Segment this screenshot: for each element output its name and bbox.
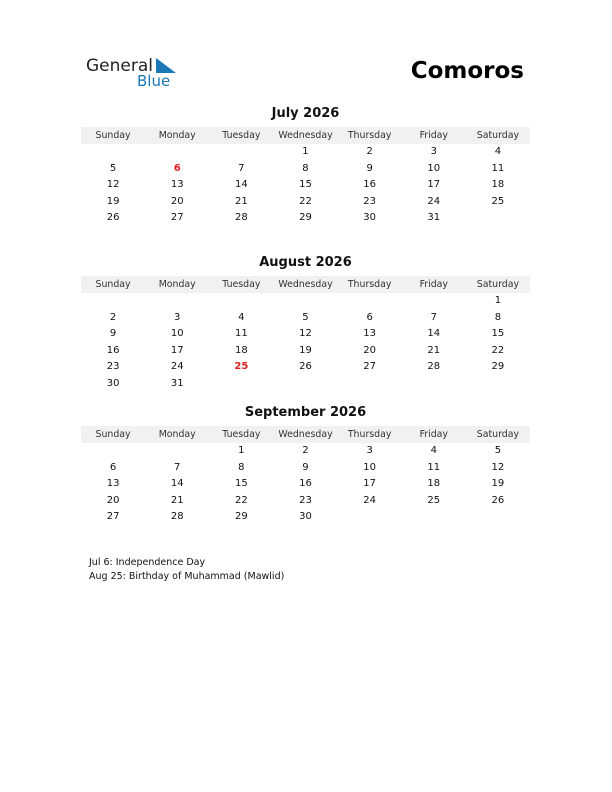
weekday-label: Monday [158,130,196,141]
month-calendar [81,405,530,526]
day-cell: 27 [106,511,120,523]
day-cell: 18 [234,344,248,356]
day-cell: 31 [427,212,441,224]
day-cell: 3 [174,311,181,323]
day-cell: 7 [238,162,245,174]
day-cell: 29 [299,212,312,224]
day-cell: 8 [238,461,245,473]
day-cell: 14 [427,328,441,340]
day-cell: 2 [109,311,117,323]
day-cell: 13 [106,478,120,490]
month-grid [81,443,530,526]
day-cell: 21 [234,195,248,207]
day-cell: 23 [299,494,312,506]
day-cell: 3 [366,445,373,456]
day-cell: 6 [366,311,373,323]
day-cell: 11 [427,461,441,473]
week-row [81,509,530,526]
day-cell: 6 [109,461,117,473]
day-cell: 8 [494,311,502,323]
empty-day-cell [81,443,145,460]
day-cell: 27 [170,212,184,224]
weekday-label: Sunday [95,279,131,290]
day-cell: 24 [363,494,376,506]
week-row [81,293,530,310]
day-cell: 4 [430,445,437,456]
holiday-note: Aug 25: Birthday of Muhammad (Mawlid) [89,571,285,582]
week-row [81,326,530,343]
day-cell: 4 [494,146,502,157]
empty-day-cell [466,509,530,526]
month-title: August 2026 [259,255,352,270]
holiday-day-cell: 6 [173,162,181,174]
empty-day-cell [338,509,402,526]
week-row [81,144,530,161]
day-cell: 12 [106,179,120,191]
weekday-label: Monday [158,429,196,440]
weekday-header [81,276,530,293]
weekday-label: Sunday [95,130,131,141]
day-cell: 30 [106,377,120,389]
weekday-header [81,127,530,144]
day-cell: 13 [363,328,376,340]
day-cell: 13 [170,179,184,191]
day-cell: 30 [363,212,376,224]
day-cell: 12 [299,328,312,340]
week-row [81,310,530,327]
holiday-day-cell: 25 [234,361,249,373]
month-grid [81,293,530,393]
weekday-label: Tuesday [222,429,261,440]
empty-day-cell [145,293,209,310]
day-cell: 10 [170,328,184,340]
weekday-label: Saturday [476,279,520,290]
day-cell: 1 [494,295,502,306]
day-cell: 15 [299,179,312,191]
day-cell: 17 [427,179,441,191]
day-cell: 31 [170,377,184,389]
week-row [81,476,530,493]
empty-day-cell [209,144,273,161]
day-cell: 23 [106,361,120,373]
day-cell: 14 [170,478,184,490]
day-cell: 1 [238,445,245,456]
empty-day-cell [81,144,145,161]
day-cell: 11 [234,328,248,340]
day-cell: 5 [109,162,117,174]
week-row [81,376,530,393]
weekday-label: Thursday [347,279,392,290]
weekday-label: Friday [419,130,448,141]
day-cell: 19 [491,478,505,490]
day-cell: 19 [106,195,120,207]
week-row [81,161,530,178]
week-row [81,177,530,194]
empty-day-cell [338,293,402,310]
day-cell: 17 [170,344,184,356]
empty-day-cell [338,376,402,393]
day-cell: 10 [363,461,376,473]
day-cell: 19 [299,344,312,356]
day-cell: 8 [302,162,309,174]
day-cell: 14 [234,179,248,191]
week-row [81,443,530,460]
day-cell: 1 [302,146,309,157]
weekday-label: Tuesday [222,130,261,141]
weekday-label: Wednesday [278,130,333,141]
day-cell: 2 [366,146,373,157]
day-cell: 26 [106,212,120,224]
weekday-label: Monday [158,279,196,290]
weekday-header [81,426,530,443]
logo-blue-text: Blue [137,72,171,90]
day-cell: 10 [427,162,441,174]
logo [86,56,186,92]
empty-day-cell [209,293,273,310]
empty-day-cell [402,293,466,310]
day-cell: 4 [238,311,245,323]
weekday-label: Saturday [476,429,520,440]
weekday-label: Saturday [476,130,520,141]
month-title: September 2026 [244,405,367,420]
empty-day-cell [81,293,145,310]
day-cell: 21 [427,344,441,356]
day-cell: 20 [170,195,184,207]
empty-day-cell [273,376,337,393]
day-cell: 23 [363,195,376,207]
day-cell: 22 [234,494,248,506]
day-cell: 28 [427,361,441,373]
empty-day-cell [466,210,530,227]
logo-general-text: General [86,56,153,76]
empty-day-cell [145,443,209,460]
day-cell: 25 [427,494,441,506]
day-cell: 7 [430,311,437,323]
day-cell: 9 [366,162,373,174]
day-cell: 27 [363,361,376,373]
day-cell: 16 [106,344,120,356]
day-cell: 22 [299,195,312,207]
day-cell: 16 [299,478,312,490]
weekday-label: Wednesday [278,429,333,440]
day-cell: 28 [170,511,184,523]
month-calendar [81,106,530,227]
week-row [81,460,530,477]
country-title: Comoros [410,58,524,84]
holiday-note: Jul 6: Independence Day [89,557,206,568]
day-cell: 26 [299,361,312,373]
day-cell: 30 [299,511,312,523]
week-row [81,194,530,211]
day-cell: 16 [363,179,376,191]
holiday-notes [89,556,284,584]
day-cell: 18 [427,478,441,490]
day-cell: 5 [302,311,309,323]
day-cell: 20 [106,494,120,506]
day-cell: 24 [170,361,184,373]
empty-day-cell [402,509,466,526]
week-row [81,210,530,227]
day-cell: 22 [491,344,505,356]
day-cell: 29 [234,511,248,523]
empty-day-cell [273,293,337,310]
day-cell: 9 [109,328,117,340]
day-cell: 7 [174,461,181,473]
day-cell: 21 [170,494,184,506]
day-cell: 24 [427,195,441,207]
weekday-label: Thursday [347,429,392,440]
weekday-label: Wednesday [278,279,333,290]
day-cell: 29 [491,361,505,373]
day-cell: 15 [234,478,248,490]
weekday-label: Sunday [95,429,131,440]
week-row [81,359,530,376]
day-cell: 15 [491,328,505,340]
empty-day-cell [402,376,466,393]
day-cell: 12 [491,461,505,473]
day-cell: 2 [302,445,309,456]
week-row [81,493,530,510]
empty-day-cell [209,376,273,393]
weekday-label: Friday [419,279,448,290]
week-row [81,343,530,360]
day-cell: 18 [491,179,505,191]
day-cell: 20 [363,344,376,356]
empty-day-cell [466,376,530,393]
day-cell: 9 [302,461,309,473]
month-calendar [81,255,530,393]
day-cell: 28 [234,212,248,224]
weekday-label: Friday [419,429,448,440]
day-cell: 26 [491,494,505,506]
weekday-label: Tuesday [222,279,261,290]
empty-day-cell [145,144,209,161]
logo-triangle-icon [156,58,176,73]
weekday-label: Thursday [347,130,392,141]
month-grid [81,144,530,227]
day-cell: 17 [363,478,376,490]
day-cell: 3 [430,146,437,157]
day-cell: 25 [491,195,505,207]
month-title: July 2026 [271,106,340,121]
day-cell: 11 [491,162,505,174]
day-cell: 5 [494,445,502,456]
